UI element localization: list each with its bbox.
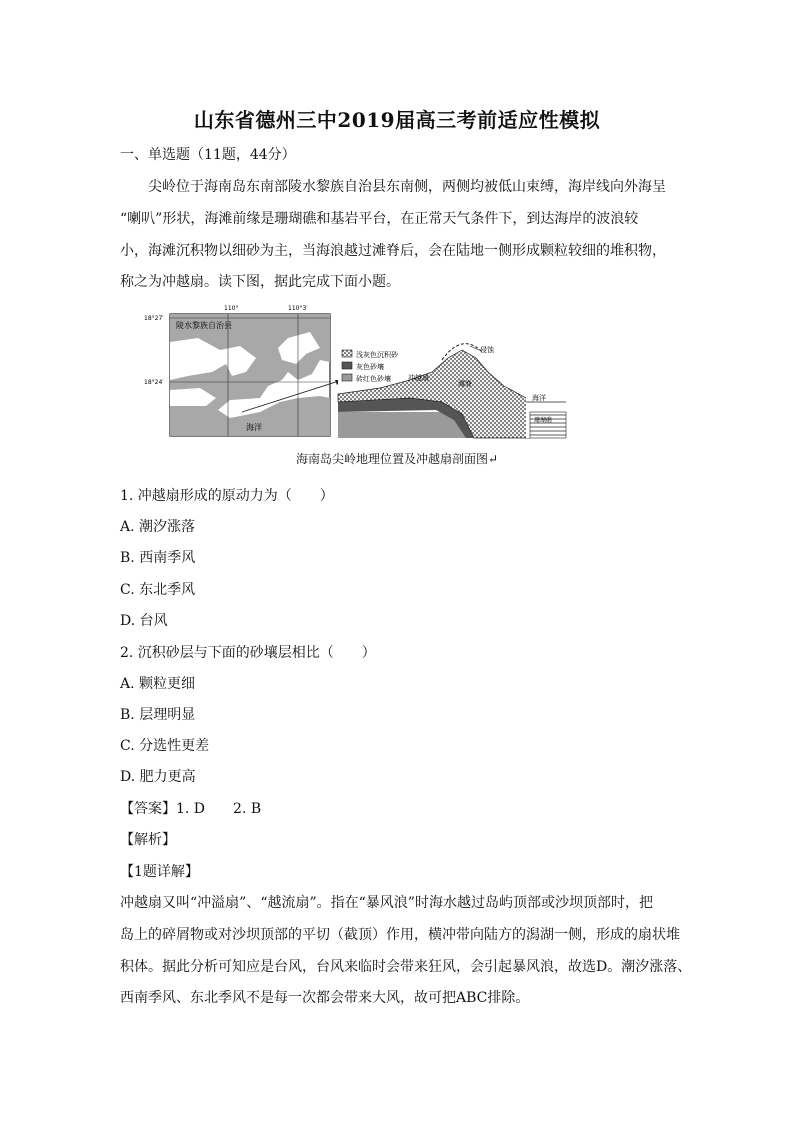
legend-sand: 浅灰色沉积砂 bbox=[356, 351, 398, 359]
legend-gray: 灰色砂壤 bbox=[356, 363, 384, 371]
label-ocean: 海洋 bbox=[532, 394, 546, 402]
legend-swatch-gray bbox=[342, 362, 352, 369]
lon-label-1: 110° bbox=[224, 305, 239, 312]
question-2-option-c: C. 分选性更差 bbox=[120, 738, 210, 754]
intro-line-1: 尖岭位于海南岛东南部陵水黎族自治县东南侧，两侧均被低山束缚，海岸线向外海呈 bbox=[148, 179, 666, 195]
county-label: 陵水黎族自治县 bbox=[176, 321, 232, 330]
location-map bbox=[144, 305, 330, 436]
map-sea-label: 海洋 bbox=[246, 423, 262, 432]
question-2-stem: 2. 沉积砂层与下面的砂壤层相比（ ） bbox=[120, 645, 376, 661]
question-1-option-c: C. 东北季风 bbox=[120, 582, 196, 598]
detail-heading: 【1题详解】 bbox=[120, 864, 199, 880]
page-title: 山东省德州三中2019届高三考前适应性模拟 bbox=[193, 108, 601, 132]
question-1-option-b: B. 西南季风 bbox=[120, 550, 196, 566]
label-reef: 珊瑚礁 bbox=[534, 417, 553, 424]
label-fan: 冲越扇 bbox=[408, 374, 429, 382]
analysis-heading: 【解析】 bbox=[120, 832, 176, 848]
coral-reef bbox=[530, 412, 566, 438]
detail-line-4: 西南季风、东北季风不是每一次都会带来大风，故可把ABC排除。 bbox=[120, 990, 530, 1006]
question-2-option-d: D. 肥力更高 bbox=[120, 769, 196, 785]
question-1-option-d: D. 台风 bbox=[120, 613, 168, 629]
legend-swatch-sand bbox=[342, 350, 352, 357]
intro-line-2: “喇叭”形状，海滩前缘是珊瑚礁和基岩平台，在正常天气条件下，到达海岸的波浪较 bbox=[120, 211, 639, 227]
legend-red: 砖红色砂壤 bbox=[356, 375, 391, 383]
detail-line-1: 冲越扇又叫“冲溢扇”、“越流扇”。指在“暴风浪”时海水越过岛屿顶部或沙坝顶部时，把 bbox=[120, 895, 653, 911]
detail-line-2: 岛上的碎屑物或对沙坝顶部的平切（截顶）作用，横冲带向陆方的潟湖一侧，形成的扇状堆 bbox=[120, 927, 680, 943]
lat-label-1: 18°27′ bbox=[144, 315, 164, 322]
figure-map-profile bbox=[144, 302, 580, 442]
label-ridge: 滩脊 bbox=[458, 380, 472, 388]
figure-caption: 海南岛尖岭地理位置及冲越扇剖面图↵ bbox=[295, 452, 499, 466]
question-2-option-b: B. 层理明显 bbox=[120, 707, 196, 723]
question-2-option-a: A. 颗粒更细 bbox=[120, 676, 196, 692]
question-1-stem: 1. 冲越扇形成的原动力为（ ） bbox=[120, 488, 334, 504]
intro-line-3: 小，海滩沉积物以细砂为主，当海浪越过滩脊后，会在陆地一侧形成颗粒较细的堆积物， bbox=[120, 243, 666, 259]
lon-label-2: 110°3′ bbox=[288, 305, 308, 312]
answer-line: 【答案】1. D 2. B bbox=[120, 801, 262, 817]
legend-swatch-red bbox=[342, 374, 352, 381]
question-1-option-a: A. 潮汐涨落 bbox=[120, 519, 196, 535]
detail-line-3: 积体。据此分析可知应是台风，台风来临时会带来狂风，会引起暴风浪，故选D。潮汐涨落、 bbox=[120, 959, 692, 975]
section-heading: 一、单选题（11题，44分） bbox=[120, 147, 296, 163]
label-erosion: 侵蚀 bbox=[480, 346, 494, 354]
lat-label-2: 18°24′ bbox=[144, 379, 164, 386]
intro-line-4: 称之为冲越扇。读下图，据此完成下面小题。 bbox=[120, 274, 400, 290]
